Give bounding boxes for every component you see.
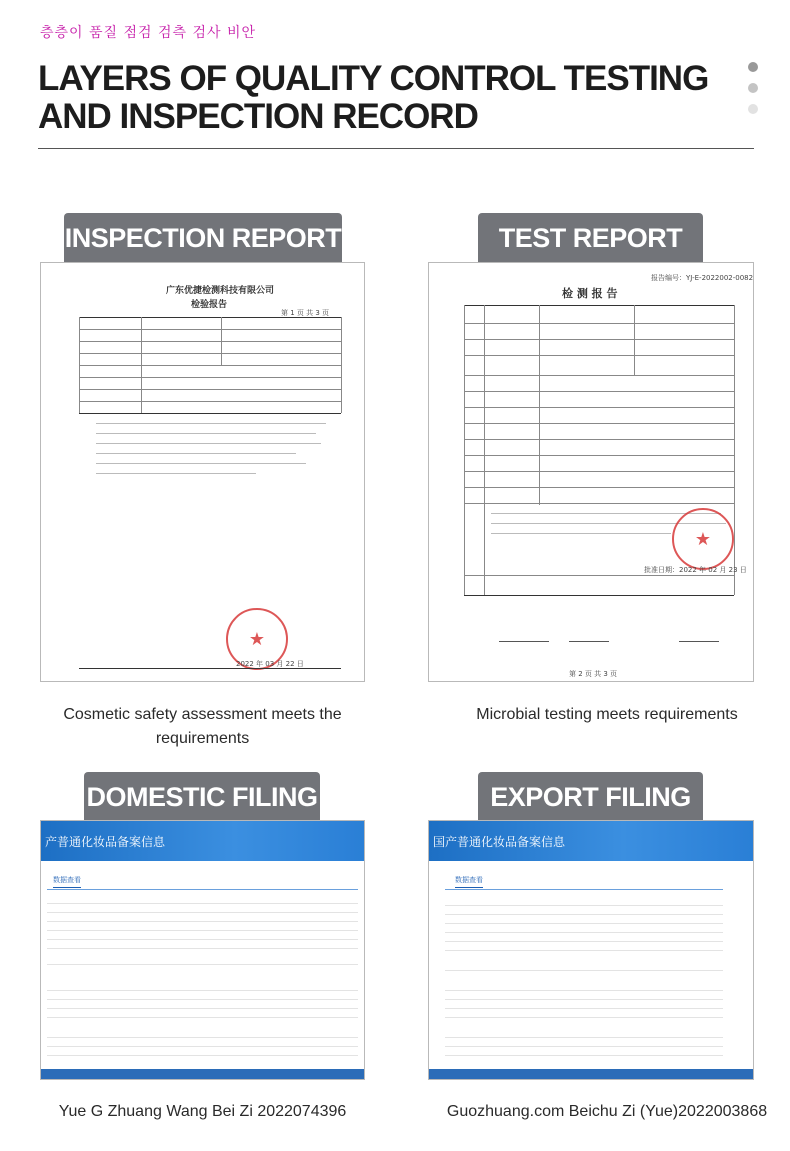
domestic-filing-image xyxy=(40,820,365,1080)
inspection-report-image xyxy=(40,262,365,682)
tab-test-report: TEST REPORT xyxy=(478,213,703,263)
test-report-no: 报告编号：YJ-E-2022002-0082 xyxy=(651,274,754,282)
caption-inspection: Cosmetic safety assessment meets the requirements xyxy=(63,706,342,747)
seal-icon: ★ xyxy=(672,508,734,570)
export-tab[interactable]: 数据查看 xyxy=(455,875,483,888)
doc-date: 2022 年 03 月 22 日 xyxy=(236,660,304,668)
tab-export-filing: EXPORT FILING xyxy=(478,772,703,822)
domestic-bar-title: 产普通化妆品备案信息 xyxy=(45,835,166,849)
export-filing-image xyxy=(428,820,754,1080)
caption-test: Microbial testing meets requirements xyxy=(476,706,738,723)
caption-export: Guozhuang.com Beichu Zi (Yue)2022003868 xyxy=(446,1103,768,1120)
test-doc-title: 检 测 报 告 xyxy=(562,287,618,300)
title-divider xyxy=(38,148,754,149)
page-kicker: 층층이 품질 점검 검측 검사 비안 xyxy=(40,25,257,41)
dot[interactable] xyxy=(748,104,758,114)
domestic-tab[interactable]: 数据查看 xyxy=(53,875,81,888)
test-issue-date: 批准日期：2022 年 02 月 23 日 xyxy=(644,566,747,574)
doc-page: 第 1 页 共 3 页 xyxy=(281,309,330,317)
doc-company: 广东优捷检测科技有限公司 xyxy=(166,286,275,296)
caption-domestic: Yue G Zhuang Wang Bei Zi 2022074396 xyxy=(58,1103,347,1120)
seal-icon: ★ xyxy=(226,608,288,670)
export-bar-title: 国产普通化妆品备案信息 xyxy=(433,835,566,849)
dot-active[interactable] xyxy=(748,62,758,72)
test-report-image xyxy=(428,262,754,682)
test-page: 第 2 页 共 3 页 xyxy=(569,670,618,678)
tab-inspection-report: INSPECTION REPORT xyxy=(64,213,342,263)
doc-title: 检验报告 xyxy=(191,300,228,310)
page-title: LAYERS OF QUALITY CONTROL TESTING AND INSPECTION RECORD xyxy=(38,59,709,136)
tab-domestic-filing: DOMESTIC FILING xyxy=(84,772,320,822)
pagination-dots xyxy=(748,62,758,114)
dot[interactable] xyxy=(748,83,758,93)
